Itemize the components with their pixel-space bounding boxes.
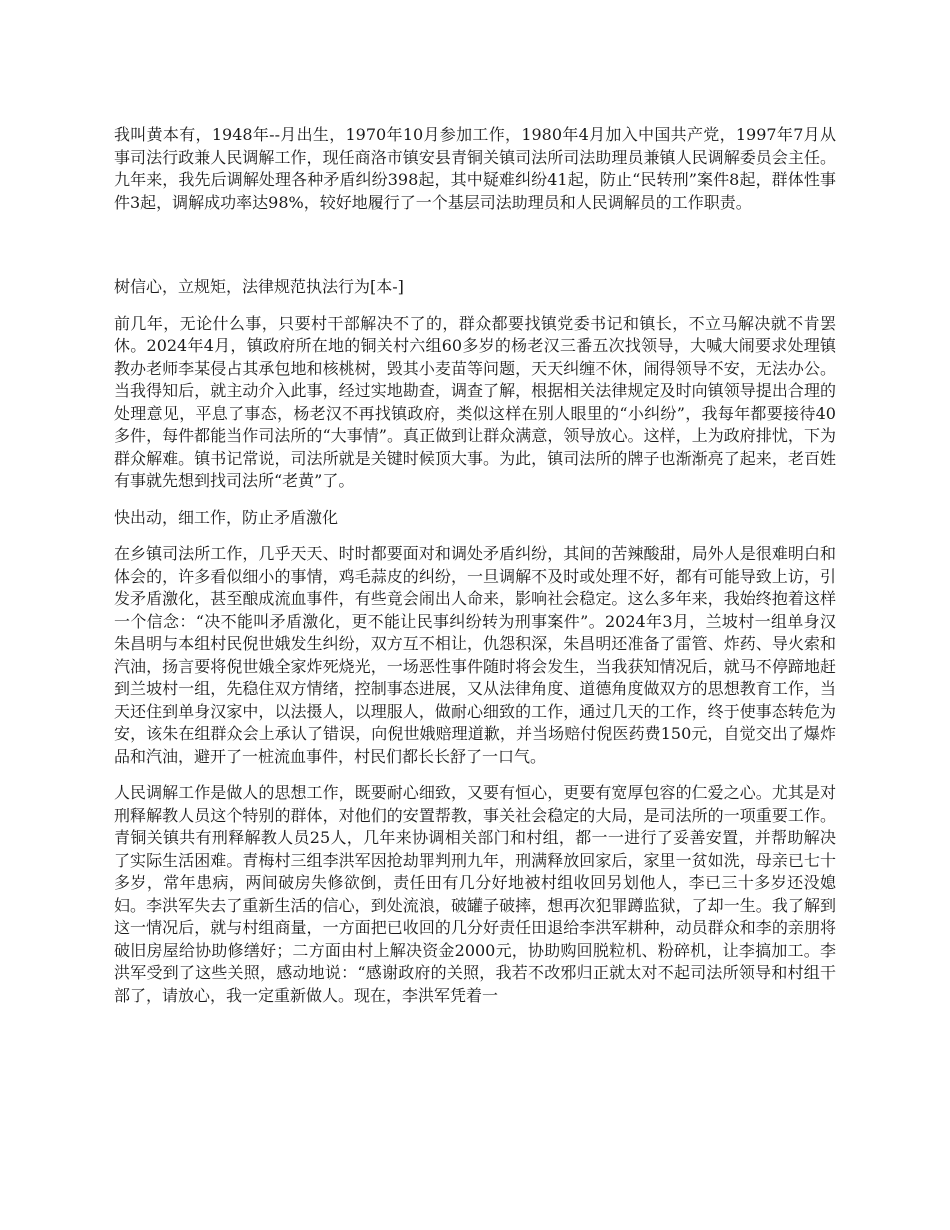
document-body <box>114 124 836 1021</box>
section-2-paragraph-1: 在乡镇司法所工作，几乎天天、时时都要面对和调处矛盾纠纷，其间的苦辣酸甜，局外人是很难明白和体会的，许多看似细小的事情，鸡毛蒜皮的纠纷，一旦调解不及时或处理不好，都有可能导致上访，引发矛盾激化，甚至酿成流血事件，有些竟会闹出人命来，影响社会稳定。这么多年来，我始终抱着这样一个信念：“决不能叫矛盾激化，更不能让民事纠纷转为刑事案件”。2024年3月，兰坡村一组单身汉朱昌明与本组村民倪世娥发生纠纷，双方互不相让，仇怨积深，朱昌明还准备了雷管、炸药、导火索和汽油，扬言要将倪世娥全家炸死烧光，一场恶性事件随时将会发生，当我获知情况后，就马不停蹄地赶到兰坡村一组，先稳住双方情绪，控制事态进展，又从法律角度、道德角度做双方的思想教育工作，当天还住到单身汉家中，以法摄人，以理服人，做耐心细致的工作，通过几天的工作，终于使事态转危为安，该朱在组群众会上承认了错误，向倪世娥赔理道歉，并当场赔付倪医药费150元，自觉交出了爆炸品和汽油，避开了一桩流血事件，村民们都长长舒了一口气。 <box>114 544 836 766</box>
section-2-paragraph-2: 人民调解工作是做人的思想工作，既要耐心细致，又要有恒心，更要有宽厚包容的仁爱之心。尤其是对刑释解教人员这个特别的群体，对他们的安置帮教，事关社会稳定的大局，是司法所的一项重要工作。青铜关镇共有刑释解教人员25人，几年来协调相关部门和村组，都一一进行了妥善安置，并帮助解决了实际生活困难。青梅村三组李洪军因抢劫罪判刑九年，刑满释放回家后，家里一贫如洗，母亲已七十多岁，常年患病，两间破房失修欲倒，责任田有几分好地被村组收回另划他人，李已三十多岁还没媳妇。李洪军失去了重新生活的信心，到处流浪，破罐子破摔，想再次犯罪蹲监狱，了却一生。我了解到这一情况后，就与村组商量，一方面把已收回的几分好责任田退给李洪军耕种，动员群众和李的亲朋将破旧房屋给协助修缮好；二方面由村上解决资金2000元，协助购回脱粒机、粉碎机，让李搞加工。李洪军受到了这些关照，感动地说：“感谢政府的关照，我若不改邪归正就太对不起司法所领导和村组干部了，请放心，我一定重新做人。现在，李洪军凭着一 <box>114 783 836 1005</box>
section-spacer <box>114 228 836 276</box>
section-heading-2: 快出动，细工作，防止矛盾激化 <box>114 507 339 527</box>
intro-paragraph: 我叫黄本有，1948年--月出生，1970年10月参加工作，1980年4月加入中国共产党，1997年7月从事司法行政兼人民调解工作，现任商洛市镇安县青铜关镇司法所司法助理员兼镇人民调解委员会主任。九年来，我先后调解处理各种矛盾纠纷398起，其中疑难纠纷41起，防止“民转刑”案件8起，群体性事件3起，调解成功率达98%，较好地履行了一个基层司法助理员和人民调解员的工作职责。 <box>114 125 836 212</box>
section-1-paragraph-1: 前几年，无论什么事，只要村干部解决不了的，群众都要找镇党委书记和镇长，不立马解决就不肯罢休。2024年4月，镇政府所在地的铜关村六组60多岁的杨老汉三番五次找领导，大喊大闹要求处理镇教办老师李某侵占其承包地和核桃树，毁其小麦苗等问题，天天纠缠不休，闹得领导不安，无法办公。当我得知后，就主动介入此事，经过实地勘查，调查了解，根据相关法律规定及时向镇领导提出合理的处理意见，平息了事态，杨老汉不再找镇政府，类似这样在别人眼里的“小纠纷”，我每年都要接待40多件，每件都能当作司法所的“大事情”。真正做到让群众满意，领导放心。这样，上为政府排忧，下为群众解难。镇书记常说，司法所就是关键时候顶大事。为此，镇司法所的牌子也渐渐亮了起来，老百姓有事就先想到找司法所“老黄”了。 <box>114 313 836 490</box>
section-heading-1: 树信心，立规矩，法律规范执法行为[本-] <box>114 277 404 296</box>
